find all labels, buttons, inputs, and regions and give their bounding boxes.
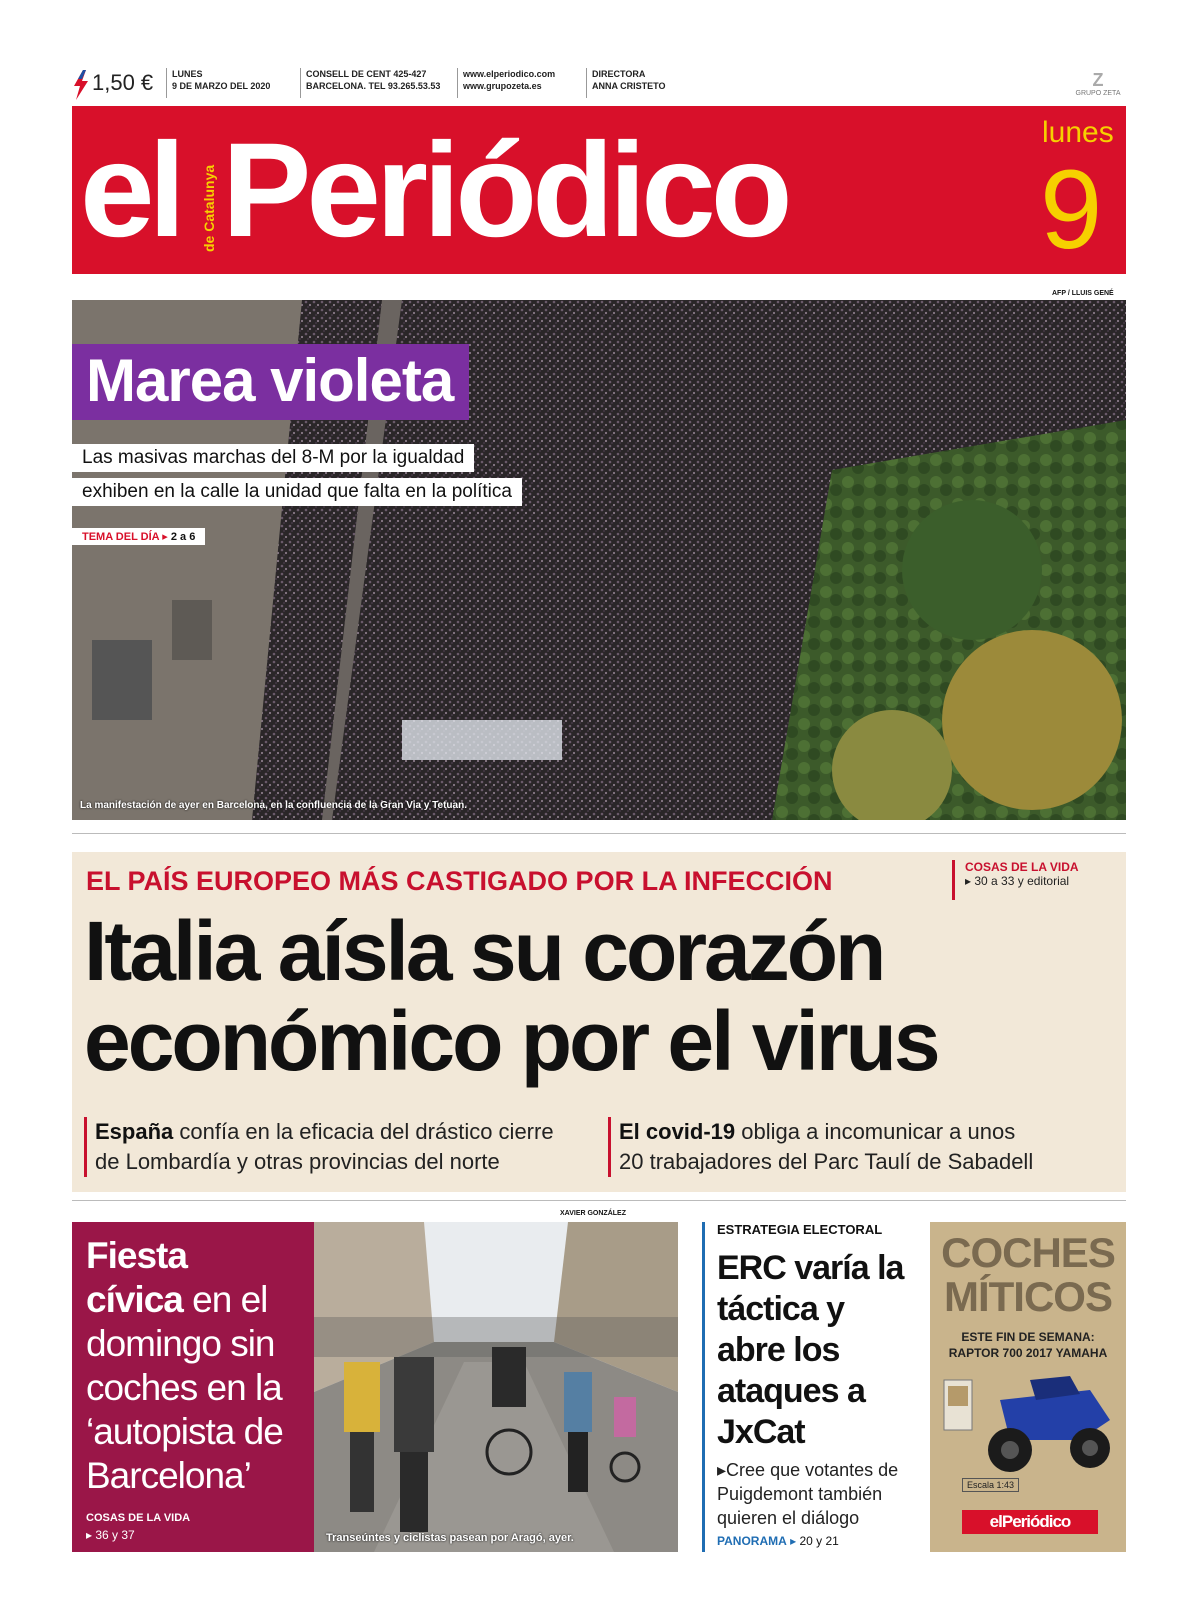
covid-sub1-line2: de Lombardía y otras provincias del norte bbox=[95, 1149, 500, 1174]
covid-story[interactable] bbox=[72, 852, 1126, 1192]
info-strip bbox=[72, 66, 1126, 102]
street-caption: Transeúntes y ciclistas pasean por Aragó, ayer. bbox=[326, 1532, 574, 1544]
hero-subtitle-line2: exhiben en la calle la unidad que falta en la política bbox=[72, 478, 522, 506]
ad-title-line1: COCHES bbox=[941, 1229, 1115, 1276]
divider bbox=[72, 1200, 1126, 1201]
address-block bbox=[306, 68, 440, 92]
fiesta-ref-title: COSAS DE LA VIDA bbox=[86, 1512, 191, 1524]
grupo-zeta-logo bbox=[1070, 70, 1126, 97]
covid-subhead-sabadell bbox=[608, 1117, 1139, 1177]
divider bbox=[457, 68, 458, 98]
ad-logo: elPeriódico bbox=[962, 1510, 1098, 1534]
grupo-label: GRUPO ZETA bbox=[1075, 90, 1121, 97]
fiesta-line3: domingo sin bbox=[86, 1323, 275, 1364]
covid-kicker: EL PAÍS EUROPEO MÁS CASTIGADO POR LA INFECCIÓN bbox=[86, 866, 833, 896]
address-city: BARCELONA. TEL 93.265.53.53 bbox=[306, 81, 441, 91]
hero-photo-credit: AFP / LLUIS GENÉ bbox=[1052, 290, 1114, 297]
covid-sub1-rest: confía en la eficacia del drástico cierre bbox=[173, 1119, 554, 1144]
covid-sub2-rest: obliga a incomunicar a unos bbox=[735, 1119, 1016, 1144]
divider bbox=[166, 68, 167, 98]
erc-subhead bbox=[717, 1458, 917, 1530]
logo-region-text: de Catalunya bbox=[201, 164, 217, 252]
date-day: LUNES bbox=[172, 69, 203, 79]
tema-del-dia[interactable] bbox=[72, 528, 205, 545]
ad-title-line2: MÍTICOS bbox=[944, 1273, 1112, 1320]
tema-pages: 2 a 6 bbox=[170, 531, 196, 543]
street-photo[interactable] bbox=[314, 1222, 678, 1552]
fiesta-ref-pages[interactable] bbox=[86, 1528, 135, 1542]
erc-kicker: ESTRATEGIA ELECTORAL bbox=[717, 1222, 883, 1237]
arrow-icon: ▸ bbox=[965, 874, 975, 888]
fiesta-headline[interactable] bbox=[86, 1234, 310, 1498]
hero-photo[interactable] bbox=[72, 300, 1126, 820]
logo-region bbox=[184, 136, 224, 256]
coches-miticos-ad[interactable] bbox=[930, 1222, 1126, 1552]
fiesta-line6: Barcelona’ bbox=[86, 1455, 251, 1496]
logo-el: el bbox=[80, 116, 180, 265]
covid-ref-title: COSAS DE LA VIDA bbox=[965, 860, 1079, 874]
ad-scale: Escala 1:43 bbox=[962, 1478, 1019, 1492]
erc-sub-text: Cree que votantes de Puigdemont también quieren el diálogo bbox=[717, 1460, 899, 1528]
street-photo-image bbox=[314, 1222, 678, 1552]
ad-subtitle-line1: ESTE FIN DE SEMANA: bbox=[961, 1330, 1095, 1344]
fiesta-bold2: cívica bbox=[86, 1279, 183, 1320]
street-photo-credit: XAVIER GONZÁLEZ bbox=[560, 1210, 626, 1217]
covid-sub1-bold: España bbox=[95, 1119, 174, 1144]
director-name: ANNA CRISTETO bbox=[592, 81, 666, 91]
erc-ref-pages: 20 y 21 bbox=[799, 1534, 839, 1548]
fiesta-rest1: en el bbox=[182, 1279, 268, 1320]
fiesta-bold1: Fiesta bbox=[86, 1235, 187, 1276]
web-link-grupozeta[interactable]: www.grupozeta.es bbox=[463, 81, 542, 91]
tema-label: TEMA DEL DÍA bbox=[82, 531, 160, 543]
director-label: DIRECTORA bbox=[592, 69, 646, 79]
hero-title-box bbox=[72, 344, 469, 420]
date-block bbox=[172, 68, 270, 92]
web-block[interactable] bbox=[463, 68, 555, 92]
web-link-elperiodico[interactable]: www.elperiodico.com bbox=[463, 69, 556, 79]
logo-periodico: Periódico bbox=[222, 116, 788, 265]
covid-sub2-bold: El covid-19 bbox=[619, 1119, 736, 1144]
director-block bbox=[592, 68, 666, 92]
erc-reference[interactable] bbox=[717, 1534, 839, 1548]
price: 1,50 € bbox=[92, 70, 154, 95]
divider bbox=[72, 833, 1126, 834]
covid-sub2-line2: 20 trabajadores del Parc Taulí de Sabadell bbox=[619, 1149, 1034, 1174]
fiesta-line5: ‘autopista de bbox=[86, 1411, 283, 1452]
bolt-icon bbox=[72, 70, 90, 100]
date-full: 9 DE MARZO DEL 2020 bbox=[172, 81, 271, 91]
day-number: 9 bbox=[1040, 147, 1103, 272]
address-street: CONSELL DE CENT 425-427 bbox=[306, 69, 427, 79]
divider bbox=[586, 68, 587, 98]
covid-reference[interactable] bbox=[952, 860, 1135, 900]
covid-ref-pages bbox=[965, 874, 1135, 888]
covid-ref-pages-text: 30 a 33 y editorial bbox=[974, 874, 1070, 888]
fiesta-line4: coches en la bbox=[86, 1367, 282, 1408]
arrow-icon: ▸ bbox=[162, 531, 171, 543]
erc-story[interactable] bbox=[702, 1222, 925, 1552]
hero-caption: La manifestación de ayer en Barcelona, en la confluencia de la Gran Via y Tetuan. bbox=[80, 800, 467, 811]
day-name: lunes bbox=[1042, 116, 1114, 149]
divider bbox=[300, 68, 301, 98]
hero-subtitle-line1: Las masivas marchas del 8-M por la igualdad bbox=[72, 444, 474, 472]
covid-subhead-spain bbox=[84, 1117, 615, 1177]
quad-bike-image bbox=[940, 1370, 1120, 1480]
covid-headline-line2[interactable]: económico por el virus bbox=[84, 994, 938, 1088]
erc-ref-label: PANORAMA bbox=[717, 1534, 787, 1548]
covid-headline-line1[interactable]: Italia aísla su corazón bbox=[84, 904, 884, 998]
arrow-icon: ▸ bbox=[86, 1528, 96, 1542]
arrow-icon: ▸ bbox=[790, 1534, 800, 1548]
masthead bbox=[72, 106, 1126, 274]
hero-title[interactable]: Marea violeta bbox=[86, 347, 454, 414]
erc-headline[interactable]: ERC varía la táctica y abre los ataques a JxCat bbox=[717, 1249, 904, 1451]
fiesta-ref-pages-text: 36 y 37 bbox=[95, 1528, 135, 1542]
zeta-icon: Z bbox=[1092, 70, 1104, 90]
arrow-icon: ▸ bbox=[717, 1460, 727, 1480]
fiesta-story[interactable] bbox=[72, 1222, 314, 1552]
ad-subtitle-line2: RAPTOR 700 2017 YAMAHA bbox=[948, 1346, 1108, 1360]
